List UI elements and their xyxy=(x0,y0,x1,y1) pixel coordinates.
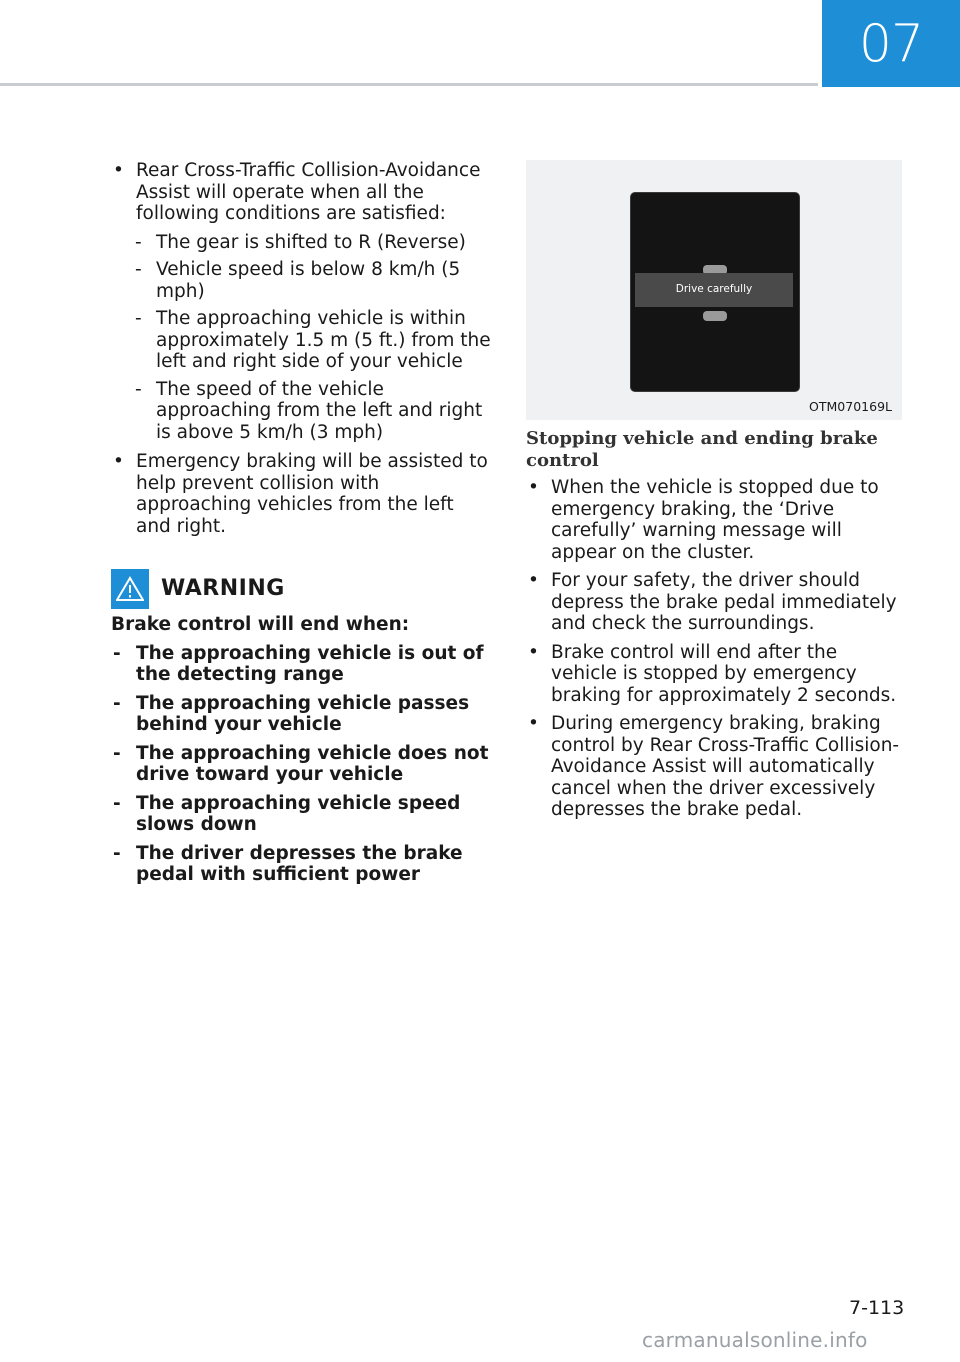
message-text: Drive carefully xyxy=(675,283,753,296)
list-item: - The gear is shifted to R (Reverse) xyxy=(135,231,466,253)
chapter-number: 07 xyxy=(858,13,924,74)
list-item: - The approaching vehicle speed slows down xyxy=(113,792,461,835)
list-item xyxy=(111,451,491,537)
bullet-text: When the vehicle is stopped due to emergency braking, the ‘Drive carefully’ warning message will appear on the cluster. xyxy=(551,477,879,563)
watermark: carmanualsonline.info xyxy=(642,1328,868,1352)
list-item xyxy=(526,570,904,635)
bullet-text: During emergency braking, braking control by Rear Cross-Traffic Collision-Avoidance Assist will automatically cancel when the driver excessively depresses the brake pedal. xyxy=(551,713,900,820)
page-number: 7-113 xyxy=(849,1297,905,1319)
warning-item-text: The driver depresses the brake pedal with sufficient power xyxy=(136,842,463,885)
list-item: - The approaching vehicle passes behind your vehicle xyxy=(113,692,470,735)
list-item: - The approaching vehicle does not drive toward your vehicle xyxy=(113,742,489,785)
conditions-list xyxy=(111,232,491,444)
section-heading: Stopping vehicle and ending brake control xyxy=(526,428,878,471)
warning-title: WARNING xyxy=(161,576,285,602)
list-item: - The speed of the vehicle approaching from the left and right is above 5 km/h (3 mph) xyxy=(135,378,483,443)
cluster-figure xyxy=(526,160,902,420)
list-item: - Vehicle speed is below 8 km/h (5 mph) xyxy=(135,259,461,302)
warning-item-text: The approaching vehicle passes behind your vehicle xyxy=(136,692,470,735)
car-icon-bottom xyxy=(703,311,727,321)
left-column xyxy=(111,160,491,893)
condition-text: The gear is shifted to R (Reverse) xyxy=(156,231,466,253)
list-item xyxy=(526,713,904,821)
cluster-display xyxy=(630,192,800,392)
condition-text: The approaching vehicle is within approximately 1.5 m (5 ft.) from the left and right side of your vehicle xyxy=(156,308,491,372)
warning-box xyxy=(111,569,491,886)
condition-text: The speed of the vehicle approaching from the left and right is above 5 km/h (3 mph) xyxy=(156,378,483,443)
warning-item-text: The approaching vehicle does not drive toward your vehicle xyxy=(136,742,489,785)
header-rule xyxy=(0,83,818,86)
right-column xyxy=(526,160,904,828)
list-item xyxy=(526,477,904,563)
warning-item-text: The approaching vehicle is out of the detecting range xyxy=(136,642,484,685)
list-item: - The approaching vehicle is within approximately 1.5 m (5 ft.) from the left and right side of your vehicle xyxy=(135,308,491,372)
list-item: - The driver depresses the brake pedal with sufficient power xyxy=(113,842,463,885)
warning-item-text: The approaching vehicle speed slows down xyxy=(136,792,461,835)
bullet-text: For your safety, the driver should depress the brake pedal immediately and check the surroundings. xyxy=(551,570,897,634)
warning-intro: Brake control will end when: xyxy=(111,614,410,635)
warning-triangle-icon xyxy=(111,569,149,609)
warning-header xyxy=(111,569,491,609)
list-item xyxy=(526,642,904,707)
chapter-tab xyxy=(822,0,960,87)
drive-carefully-message xyxy=(635,273,793,307)
list-item: - The approaching vehicle is out of the detecting range xyxy=(113,642,484,685)
bullet-text: Rear Cross-Traffic Collision-Avoidance Assist will operate when all the following conditions are satisfied: xyxy=(136,160,481,224)
condition-text: Vehicle speed is below 8 km/h (5 mph) xyxy=(156,259,461,302)
list-item xyxy=(111,160,491,225)
bullet-text: Brake control will end after the vehicle is stopped by emergency braking for approximately 2 seconds. xyxy=(551,641,897,706)
bullet-text: Emergency braking will be assisted to help prevent collision with approaching vehicles from the left and right. xyxy=(136,451,488,537)
figure-code: OTM070169L xyxy=(809,398,892,414)
